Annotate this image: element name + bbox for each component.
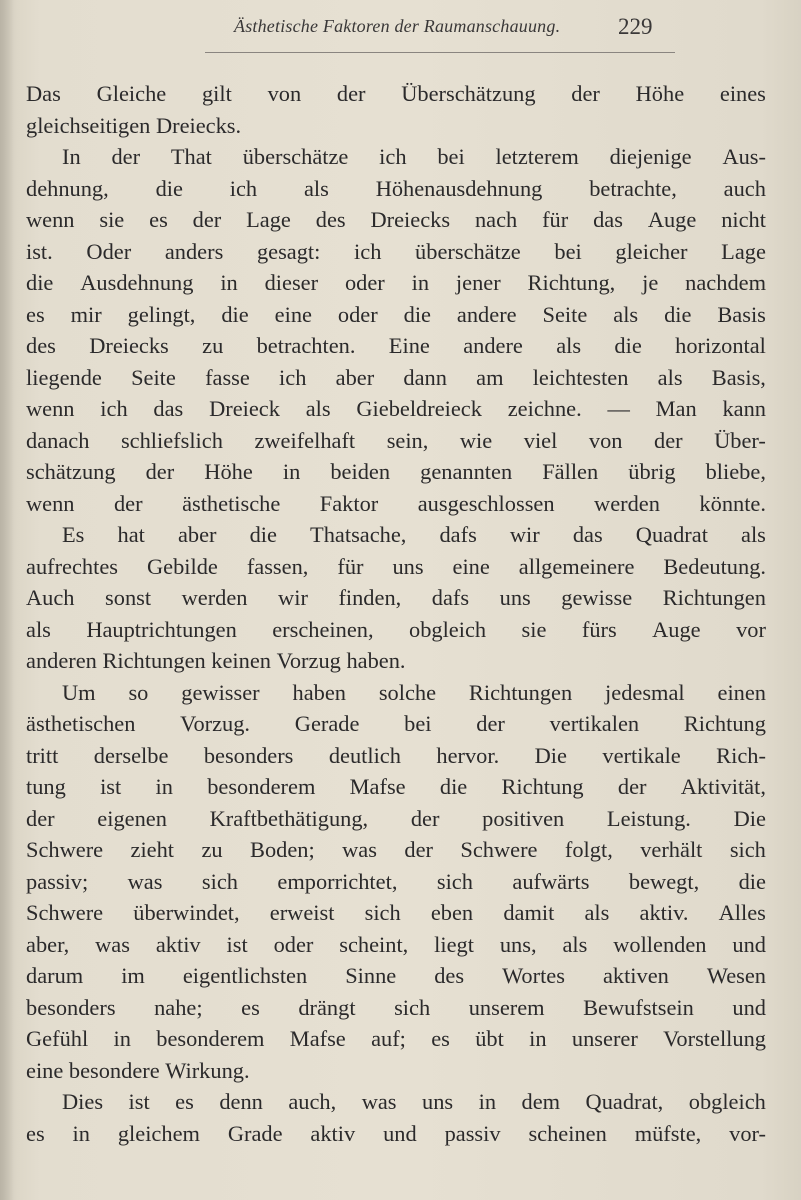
- page-number: 229: [618, 14, 653, 39]
- text-line: als Hauptrichtungen erscheinen, obgleich sie fürs Auge vor: [26, 616, 766, 642]
- text-line: wenn sie es der Lage des Dreiecks nach für das Auge nicht: [26, 207, 766, 232]
- text-line: ist. Oder anders gesagt: ich überschätze bei gleicher Lage: [26, 238, 766, 264]
- text-line: anderen Richtungen keinen Vorzug haben.: [26, 648, 406, 673]
- text-line: gleichseitigen Dreiecks.: [26, 112, 242, 138]
- text-line: die Ausdehnung in dieser oder in jener Richtung, je nachdem: [26, 270, 766, 295]
- body-text: [26, 78, 766, 1149]
- text-line: des Dreiecks zu betrachten. Eine andere als die horizontal: [26, 333, 766, 358]
- text-line: wenn ich das Dreieck als Giebeldreieck zeichne. — Man kann: [26, 396, 766, 421]
- text-line: es in gleichem Grade aktiv und passiv scheinen müfste, vor-: [26, 1120, 766, 1146]
- header-rule: [205, 52, 675, 53]
- text-line: Um so gewisser haben solche Richtungen jedesmal einen: [62, 679, 766, 705]
- text-line: Schwere überwindet, erweist sich eben damit als aktiv. Alles: [26, 900, 766, 925]
- text-line: wenn der ästhetische Faktor ausgeschlossen werden könnte.: [26, 490, 766, 516]
- text-line: aber, was aktiv ist oder scheint, liegt uns, als wollenden und: [26, 931, 766, 957]
- running-title: Ästhetische Faktoren der Raumanschauung.: [234, 16, 561, 36]
- text-line: danach schliefslich zweifelhaft sein, wie viel von der Über-: [26, 427, 766, 453]
- text-line: dehnung, die ich als Höhenausdehnung betrachte, auch: [26, 175, 766, 201]
- text-line: Schwere zieht zu Boden; was der Schwere folgt, verhält sich: [26, 837, 766, 862]
- text-line: Das Gleiche gilt von der Überschätzung der Höhe eines: [26, 81, 766, 106]
- text-line: tung ist in besonderem Mafse die Richtung der Aktivität,: [26, 774, 766, 799]
- text-line: der eigenen Kraftbethätigung, der positiven Leistung. Die: [26, 805, 766, 831]
- text-line: Gefühl in besonderem Mafse auf; es übt in unserer Vorstellung: [26, 1026, 766, 1051]
- text-line: In der That überschätze ich bei letzterem diejenige Aus-: [62, 144, 766, 169]
- running-head: [0, 14, 801, 44]
- text-line: ästhetischen Vorzug. Gerade bei der vertikalen Richtung: [26, 711, 766, 736]
- text-line: liegende Seite fasse ich aber dann am leichtesten als Basis,: [26, 364, 766, 390]
- text-line: tritt derselbe besonders deutlich hervor. Die vertikale Rich-: [26, 742, 766, 768]
- text-line: aufrechtes Gebilde fassen, für uns eine allgemeinere Bedeutung.: [26, 553, 766, 579]
- text-line: Dies ist es denn auch, was uns in dem Quadrat, obgleich: [62, 1089, 766, 1114]
- text-line: es mir gelingt, die eine oder die andere Seite als die Basis: [26, 301, 766, 327]
- text-line: schätzung der Höhe in beiden genannten Fällen übrig bliebe,: [26, 459, 766, 484]
- text-line: passiv; was sich emporrichtet, sich aufwärts bewegt, die: [26, 868, 766, 894]
- text-line: darum im eigentlichsten Sinne des Wortes aktiven Wesen: [26, 963, 766, 988]
- text-line: Auch sonst werden wir finden, dafs uns gewisse Richtungen: [26, 585, 766, 610]
- gutter-shadow: [0, 0, 14, 1200]
- text-line: besonders nahe; es drängt sich unserem Bewufstsein und: [26, 994, 766, 1020]
- text-line: eine besondere Wirkung.: [26, 1057, 250, 1083]
- text-line: Es hat aber die Thatsache, dafs wir das Quadrat als: [62, 522, 766, 547]
